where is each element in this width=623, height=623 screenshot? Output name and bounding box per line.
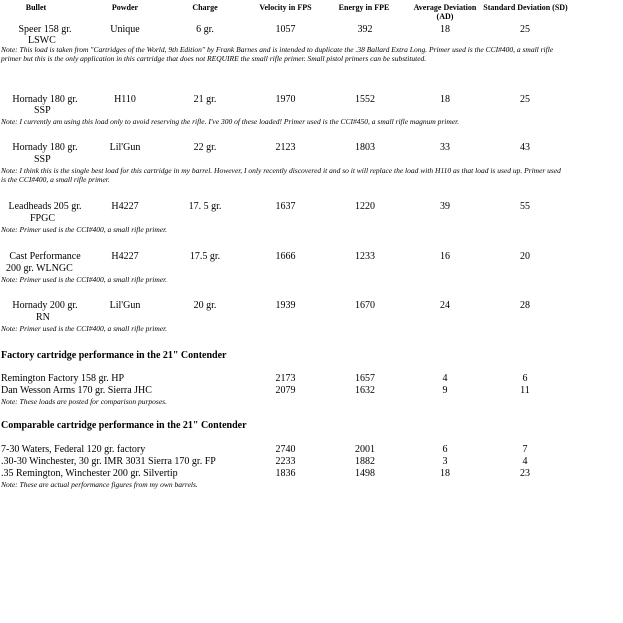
factory-section-title: Factory cartridge performance in the 21" Contender bbox=[1, 350, 227, 361]
bullet-type: LSWC bbox=[28, 35, 56, 46]
comparable-note: Note: These are actual performance figures from my own barrels. bbox=[1, 480, 198, 489]
velocity-value: 2740 bbox=[275, 444, 296, 455]
velocity-value: 1057 bbox=[275, 24, 296, 35]
header-bullet: Bullet bbox=[25, 3, 47, 12]
energy-value: 392 bbox=[357, 24, 373, 35]
average-deviation-value: 4 bbox=[442, 373, 448, 384]
powder-value: H4227 bbox=[111, 201, 139, 212]
cartridge-name: Dan Wesson Arms 170 gr. Sierra JHC bbox=[1, 385, 152, 396]
bullet-name: Hornady 200 gr. bbox=[12, 300, 78, 311]
energy-value: 1552 bbox=[355, 94, 375, 105]
header-powder: Powder bbox=[111, 3, 139, 12]
velocity-value: 2123 bbox=[275, 142, 296, 153]
charge-value: 6 gr. bbox=[196, 24, 214, 35]
bullet-name: Hornady 180 gr. bbox=[12, 94, 78, 105]
energy-value: 2001 bbox=[355, 444, 375, 455]
velocity-value: 1637 bbox=[275, 201, 296, 212]
average-deviation-value: 16 bbox=[440, 251, 450, 262]
bullet-name: Hornady 180 gr. bbox=[12, 142, 78, 153]
powder-value: Unique bbox=[110, 24, 140, 35]
charge-value: 17.5 gr. bbox=[189, 251, 221, 262]
header-energy: Energy in FPE bbox=[338, 3, 390, 12]
powder-value: H4227 bbox=[111, 251, 139, 262]
standard-deviation-value: 4 bbox=[522, 456, 528, 467]
velocity-value: 1666 bbox=[275, 251, 296, 262]
cartridge-name: .30-30 Winchester, 30 gr. IMR 3031 Sierra 170 gr. FP bbox=[1, 456, 216, 467]
standard-deviation-value: 43 bbox=[520, 142, 530, 153]
average-deviation-value: 6 bbox=[442, 444, 448, 455]
average-deviation-value: 18 bbox=[440, 468, 450, 479]
average-deviation-value: 18 bbox=[440, 24, 450, 35]
load-note: Note: I currently am using this load only to avoid reserving the rifle. I've 300 of these loaded! Primer used is the CCI#450, a small rifle magnum primer. bbox=[1, 117, 460, 126]
header-charge: Charge bbox=[192, 3, 218, 12]
cartridge-name: .35 Remington, Winchester 200 gr. Silvertip bbox=[1, 468, 178, 479]
bullet-name: Speer 158 gr. bbox=[18, 24, 72, 35]
energy-value: 1882 bbox=[355, 456, 375, 467]
standard-deviation-value: 23 bbox=[520, 468, 530, 479]
cartridge-name: 7-30 Waters, Federal 120 gr. factory bbox=[1, 444, 146, 455]
load-note: Note: This load is taken from "Cartridges of the World, 9th Edition" by Frank Barnes and is intended to duplicate the .38 Ballard Extra Long. Primer used is the CCI#400, a small rifle primer but this is the only application in this cartridge that does not REQUIRE the small rifle primer. Small pistol primers can be substituted. bbox=[1, 45, 554, 63]
bullet-type: SSP bbox=[34, 154, 51, 165]
standard-deviation-value: 7 bbox=[522, 444, 528, 455]
velocity-value: 1970 bbox=[275, 94, 296, 105]
velocity-value: 2173 bbox=[275, 373, 296, 384]
standard-deviation-value: 11 bbox=[520, 385, 530, 396]
energy-value: 1233 bbox=[355, 251, 375, 262]
load-note: Note: I think this is the single best load for this cartridge in my barrel. However, I only recently discovered it and so it will replace the load with H110 as that load is used up. Primer used is the CCI#400, a small rifle primer. bbox=[1, 166, 561, 184]
standard-deviation-value: 25 bbox=[520, 24, 530, 35]
standard-deviation-value: 28 bbox=[520, 300, 530, 311]
bullet-type: FPGC bbox=[30, 213, 56, 224]
velocity-value: 2233 bbox=[275, 456, 296, 467]
header-velocity: Velocity in FPS bbox=[259, 3, 312, 12]
average-deviation-value: 39 bbox=[440, 201, 450, 212]
bullet-type: 200 gr. WLNGC bbox=[6, 263, 73, 274]
charge-value: 22 gr. bbox=[193, 142, 217, 153]
load-note: Note: Primer used is the CCI#400, a small rifle primer. bbox=[1, 225, 168, 234]
velocity-value: 1836 bbox=[275, 468, 296, 479]
charge-value: 21 gr. bbox=[193, 94, 217, 105]
standard-deviation-value: 55 bbox=[520, 201, 530, 212]
load-note: Note: Primer used is the CCI#400, a small rifle primer. bbox=[1, 324, 168, 333]
powder-value: Lil'Gun bbox=[109, 142, 141, 153]
bullet-type: SSP bbox=[34, 105, 51, 116]
factory-note: Note: These loads are posted for comparison purposes. bbox=[1, 397, 167, 406]
standard-deviation-value: 25 bbox=[520, 94, 530, 105]
velocity-value: 1939 bbox=[275, 300, 296, 311]
energy-value: 1220 bbox=[355, 201, 375, 212]
average-deviation-value: 18 bbox=[440, 94, 450, 105]
average-deviation-value: 9 bbox=[442, 385, 448, 396]
charge-value: 17. 5 gr. bbox=[188, 201, 222, 212]
bullet-type: RN bbox=[36, 312, 50, 323]
energy-value: 1632 bbox=[355, 385, 375, 396]
bullet-name: Leadheads 205 gr. bbox=[8, 201, 82, 212]
cartridge-name: Remington Factory 158 gr. HP bbox=[1, 373, 125, 384]
bullet-name: Cast Performance bbox=[9, 251, 81, 262]
powder-value: H110 bbox=[114, 94, 136, 105]
energy-value: 1670 bbox=[355, 300, 375, 311]
charge-value: 20 gr. bbox=[193, 300, 217, 311]
comparable-section-title: Comparable cartridge performance in the 21" Contender bbox=[1, 420, 247, 431]
powder-value: Lil'Gun bbox=[109, 300, 141, 311]
energy-value: 1498 bbox=[355, 468, 375, 479]
average-deviation-value: 3 bbox=[442, 456, 448, 467]
standard-deviation-value: 6 bbox=[522, 373, 528, 384]
standard-deviation-value: 20 bbox=[520, 251, 530, 262]
velocity-value: 2079 bbox=[275, 385, 296, 396]
average-deviation-value: 24 bbox=[440, 300, 450, 311]
energy-value: 1657 bbox=[355, 373, 375, 384]
header-standard-deviation: Standard Deviation (SD) bbox=[483, 3, 568, 12]
energy-value: 1803 bbox=[355, 142, 375, 153]
header-average-deviation: Average Deviation (AD) bbox=[413, 3, 477, 21]
load-note: Note: Primer used is the CCI#400, a small rifle primer. bbox=[1, 275, 168, 284]
average-deviation-value: 33 bbox=[440, 142, 450, 153]
